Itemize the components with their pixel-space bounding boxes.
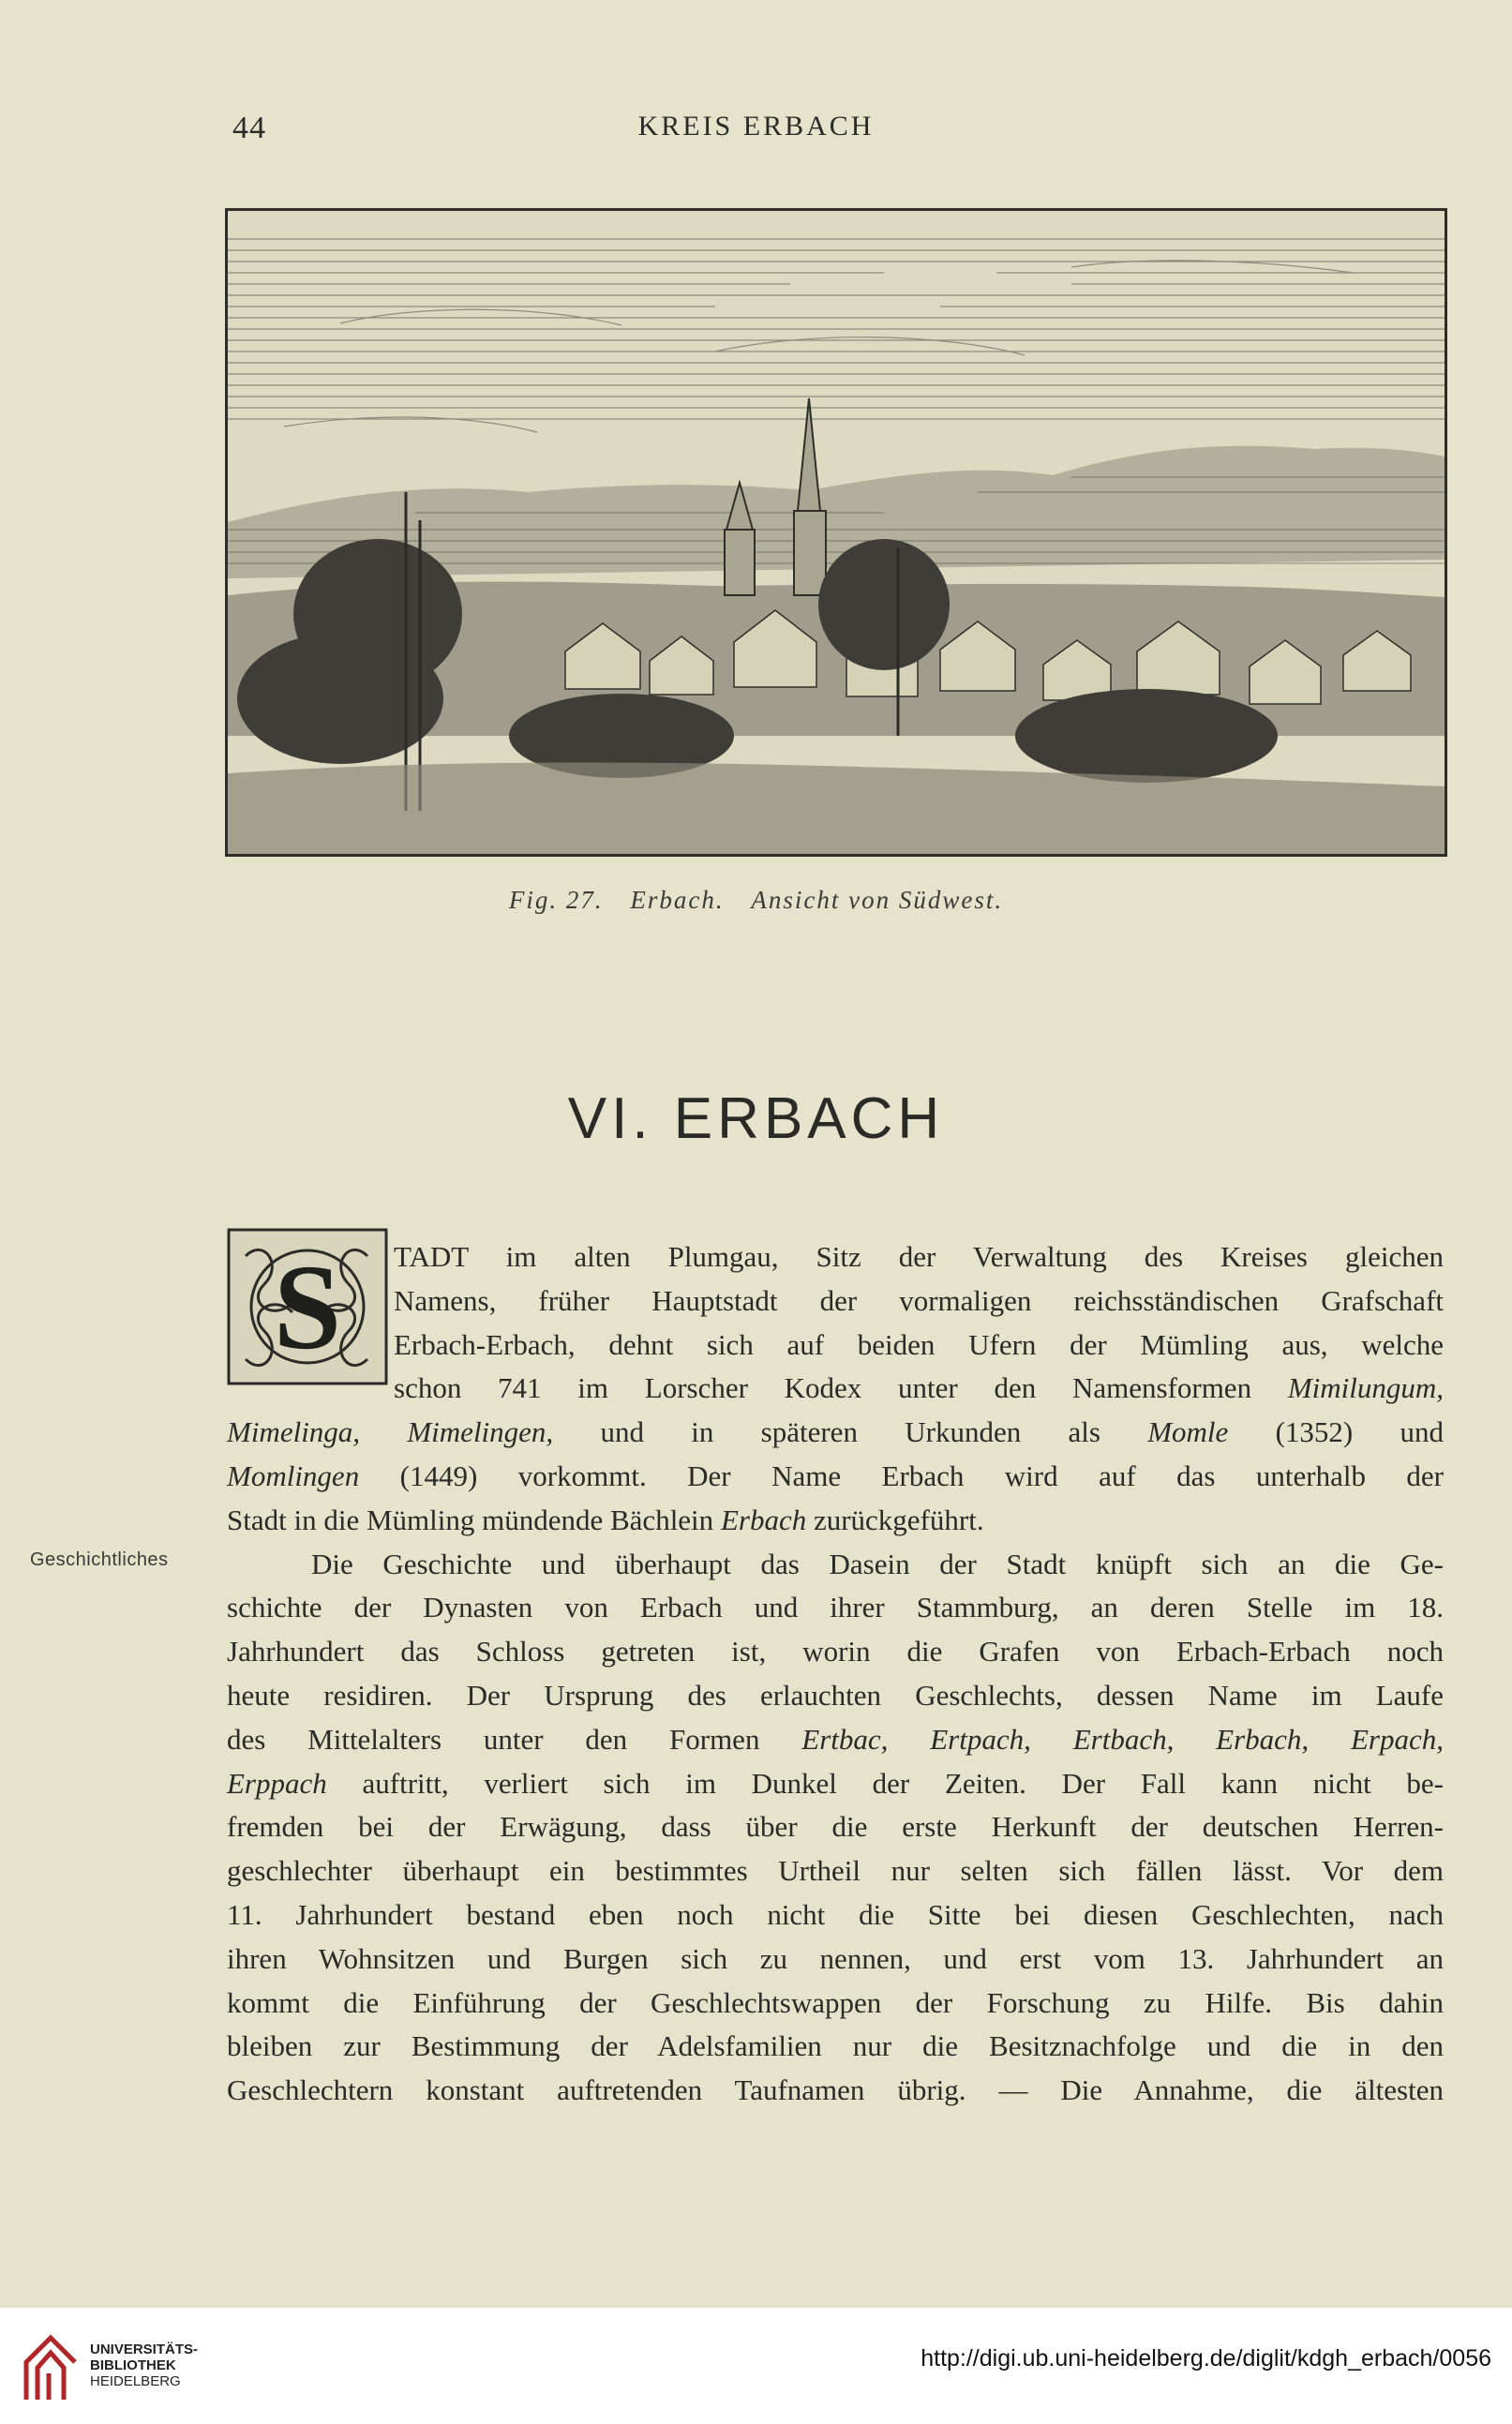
page-number: 44: [232, 111, 266, 145]
library-name-line1: UNIVERSITÄTS-: [90, 2342, 199, 2357]
text-line: Die Geschichte und überhaupt das Dasein der Stadt knüpft sich an die Ge-: [311, 1547, 1444, 1580]
figure-caption: [0, 886, 1512, 915]
text-line: Mimelinga, Mimelingen, und in späteren Urkunden als Momle (1352) und: [227, 1415, 1445, 1449]
chapter-title: VI. ERBACH: [567, 1086, 945, 1151]
library-logo-icon[interactable]: [19, 2325, 84, 2403]
text-line: schon 741 im Lorscher Kodex unter den Namensformen Mimilungum,: [394, 1371, 1445, 1405]
margin-note: Geschichtliches: [30, 1549, 169, 1570]
body-text: [227, 1235, 1444, 2113]
text-line: Stadt in die Mümling mündende Bächlein Erbach zurückgeführt.: [227, 1503, 984, 1536]
caption-view: Ansicht von Südwest.: [751, 886, 1004, 914]
text-line: 11. Jahrhundert bestand eben noch nicht die Sitte bei diesen Geschlechten, nach: [227, 1897, 1444, 1931]
text-line: Namens, früher Hauptstadt der vormaligen reichsständischen Grafschaft: [394, 1283, 1444, 1317]
caption-place: Erbach.: [630, 886, 725, 914]
caption-fig-number: Fig. 27.: [508, 886, 604, 914]
text-line: ihren Wohnsitzen und Burgen sich zu nennen, und erst vom 13. Jahrhundert an: [227, 1941, 1444, 1975]
text-line: geschlechter überhaupt ein bestimmtes Urtheil nur selten sich fällen lässt. Vor dem: [227, 1854, 1444, 1888]
text-line: TADT im alten Plumgau, Sitz der Verwaltung des Kreises gleichen: [394, 1240, 1444, 1273]
initial-letter: S: [273, 1240, 342, 1375]
text-line: kommt die Einführung der Geschlechtswappen der Forschung zu Hilfe. Bis dahin: [227, 1985, 1444, 2019]
library-name-line2: BIBLIOTHEK: [90, 2357, 176, 2373]
landscape-engraving: [225, 208, 1447, 857]
text-line: schichte der Dynasten von Erbach und ihrer Stammburg, an deren Stelle im 18.: [227, 1591, 1444, 1624]
text-line: Erbach-Erbach, dehnt sich auf beiden Ufern der Mümling aus, welche: [394, 1327, 1444, 1361]
library-name-line3: HEIDELBERG: [90, 2373, 181, 2389]
text-line: Geschlechtern konstant auftretenden Taufnamen übrig. — Die Annahme, die ältesten: [227, 2073, 1444, 2107]
text-line: Jahrhundert das Schloss getreten ist, worin die Grafen von Erbach-Erbach noch: [227, 1635, 1444, 1668]
library-name[interactable]: [90, 2342, 198, 2389]
running-head: KREIS ERBACH: [637, 111, 875, 142]
text-line: fremden bei der Erwägung, dass über die erste Herkunft der deutschen Herren-: [227, 1810, 1444, 1844]
source-url-link[interactable]: http://digi.ub.uni-heidelberg.de/diglit/kdgh_erbach/0056: [921, 2345, 1491, 2372]
text-line: des Mittelalters unter den Formen Ertbac, Ertpach, Ertbach, Erbach, Erpach,: [227, 1722, 1445, 1756]
text-line: heute residiren. Der Ursprung des erlauchten Geschlechts, dessen Name im Laufe: [227, 1678, 1444, 1712]
text-line: Erppach auftritt, verliert sich im Dunkel der Zeiten. Der Fall kann nicht be-: [227, 1766, 1445, 1800]
text-line: Momlingen (1449) vorkommt. Der Name Erbach wird auf das unterhalb der: [227, 1459, 1445, 1492]
text-line: bleiben zur Bestimmung der Adelsfamilien nur die Besitznachfolge und die in den: [227, 2029, 1444, 2063]
